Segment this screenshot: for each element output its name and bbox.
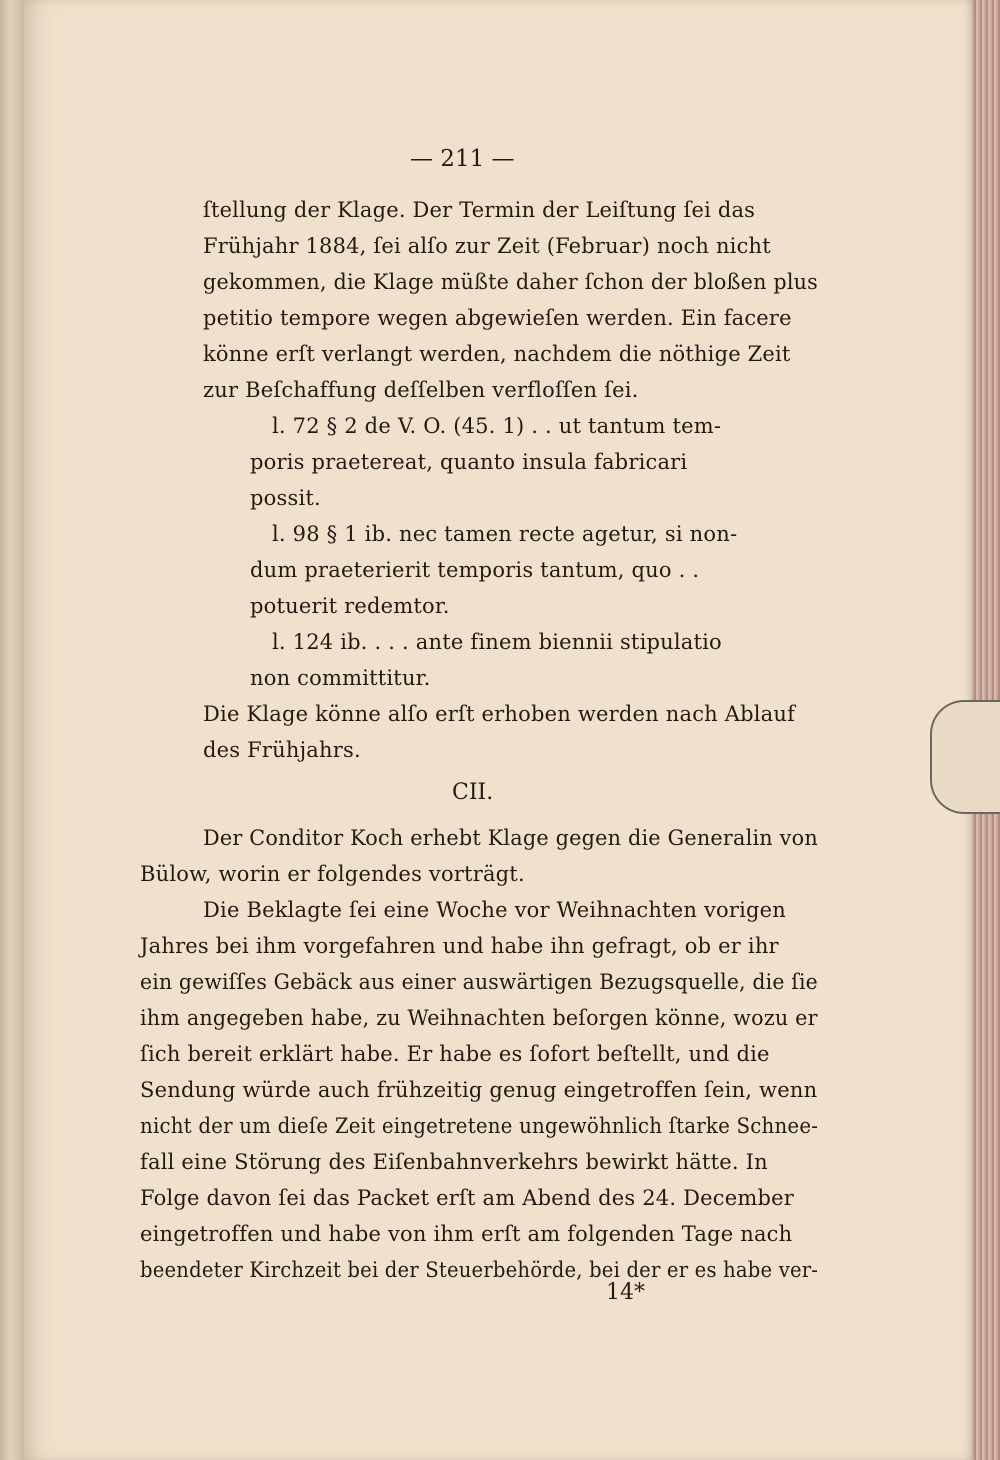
text-line: Sendung würde auch frühzeitig genug eingetroffen ſein, wenn bbox=[140, 1078, 818, 1102]
text-line: possit. bbox=[250, 486, 321, 510]
text-line: nicht der um dieſe Zeit eingetretene ungewöhnlich ſtarke Schnee- bbox=[140, 1114, 819, 1138]
text-line: ein gewiſſes Gebäck aus einer auswärtigen Bezugsquelle, die ſie bbox=[140, 970, 818, 994]
text-line: beendeter Kirchzeit bei der Steuerbehörde, bei der er es habe ver- bbox=[140, 1258, 819, 1282]
text-line: Die Beklagte ſei eine Woche vor Weihnachten vorigen bbox=[203, 898, 787, 922]
facing-page-edge bbox=[0, 0, 24, 1460]
bookmark-clip bbox=[930, 700, 1000, 814]
text-line: zur Beſchaffung deſſelben verfloſſen ſei. bbox=[203, 378, 639, 402]
text-line: l. 124 ib. . . . ante finem biennii stipulatio bbox=[272, 630, 722, 654]
text-line: Bülow, worin er folgendes vorträgt. bbox=[140, 862, 525, 886]
text-line: Jahres bei ihm vorgefahren und habe ihn gefragt, ob er ihr bbox=[140, 934, 779, 958]
text-line: petitio tempore wegen abgewieſen werden. Ein facere bbox=[203, 306, 792, 330]
text-line: ihm angegeben habe, zu Weihnachten beſorgen könne, wozu er bbox=[140, 1006, 818, 1030]
text-line: Folge davon ſei das Packet erſt am Abend des 24. December bbox=[140, 1186, 794, 1210]
text-line: könne erſt verlangt werden, nachdem die nöthige Zeit bbox=[203, 342, 791, 366]
page-number: — 211 — bbox=[410, 146, 515, 172]
text-line: ſtellung der Klage. Der Termin der Leiſtung ſei das bbox=[203, 198, 756, 222]
text-line: ſich bereit erklärt habe. Er habe es ſofort beſtellt, und die bbox=[140, 1042, 770, 1066]
text-line: eingetroffen und habe von ihm erſt am folgenden Tage nach bbox=[140, 1222, 793, 1246]
text-line: non committitur. bbox=[250, 666, 431, 690]
text-line: potuerit redemtor. bbox=[250, 594, 450, 618]
signature-mark: 14* bbox=[606, 1280, 645, 1305]
text-line: Frühjahr 1884, ſei alſo zur Zeit (Februar) noch nicht bbox=[203, 234, 771, 258]
text-line: dum praeterierit temporis tantum, quo . . bbox=[250, 558, 700, 582]
text-line: l. 72 § 2 de V. O. (45. 1) . . ut tantum tem- bbox=[272, 414, 722, 438]
text-line: fall eine Störung des Eiſenbahnverkehrs bewirkt hätte. In bbox=[140, 1150, 768, 1174]
text-line: Die Klage könne alſo erſt erhoben werden nach Ablauf bbox=[203, 702, 796, 726]
section-heading: CII. bbox=[452, 780, 494, 805]
text-line: poris praetereat, quanto insula fabricari bbox=[250, 450, 688, 474]
text-line: gekommen, die Klage müßte daher ſchon der bloßen plus bbox=[203, 270, 819, 294]
text-line: des Frühjahrs. bbox=[203, 738, 361, 762]
text-line: l. 98 § 1 ib. nec tamen recte agetur, si non- bbox=[272, 522, 738, 546]
text-line: Der Conditor Koch erhebt Klage gegen die Generalin von bbox=[203, 826, 818, 850]
